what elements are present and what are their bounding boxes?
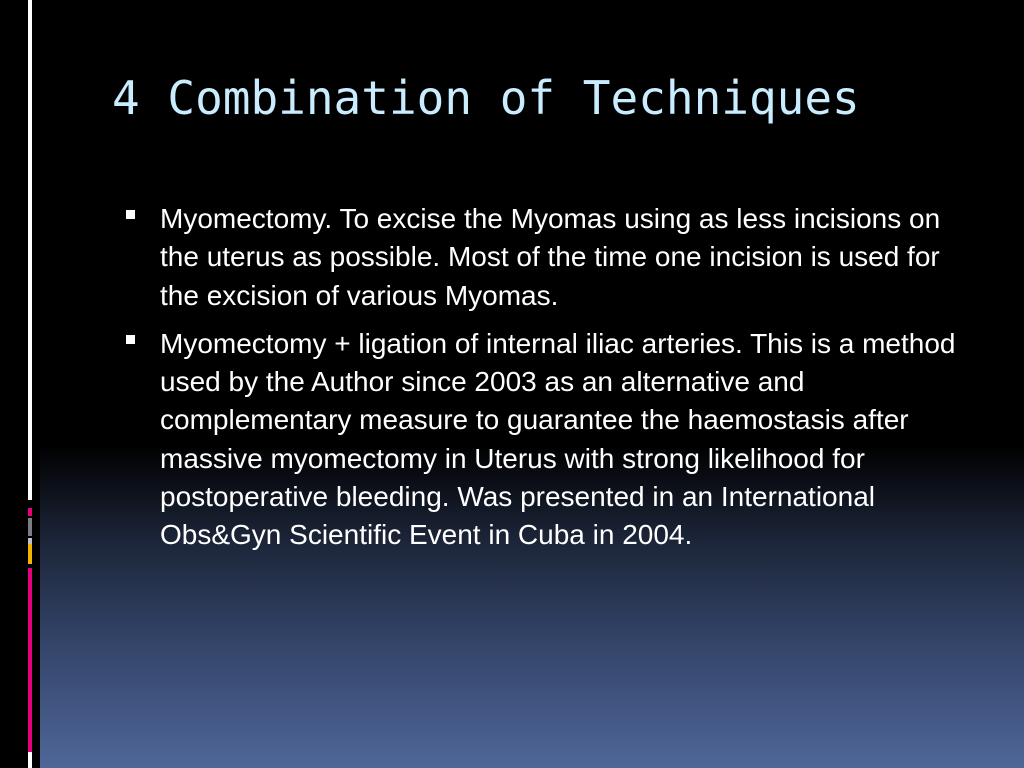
- strip-accent-magenta: [28, 508, 32, 516]
- square-bullet-icon: [126, 210, 135, 219]
- bullet-list: [126, 200, 976, 565]
- strip-line-white: [28, 0, 32, 500]
- decorative-side-strip: [0, 0, 40, 768]
- strip-accent-gray: [28, 518, 32, 536]
- strip-accent-yellow: [28, 544, 32, 564]
- bullet-item: [126, 325, 976, 555]
- bullet-item: [126, 200, 976, 315]
- slide-title: 4 Combination of Techniques: [112, 71, 860, 125]
- bullet-text: Myomectomy + ligation of internal iliac arteries. This is a method used by the Author since 2003 as an alternative and complementary measure to guarantee the haemostasis after massive myomectomy in Uterus with strong likelihood for postoperative bleeding. Was presented in an International Obs&Gyn Scientific Event in Cuba in 2004.: [160, 327, 956, 551]
- square-bullet-icon: [126, 335, 135, 344]
- strip-accent-magenta-long: [28, 568, 32, 752]
- bullet-text: Myomectomy. To excise the Myomas using as less incisions on the uterus as possible. Most of the time one incision is used for the excision of various Myomas.: [160, 203, 941, 311]
- strip-line-white-bottom: [28, 752, 32, 768]
